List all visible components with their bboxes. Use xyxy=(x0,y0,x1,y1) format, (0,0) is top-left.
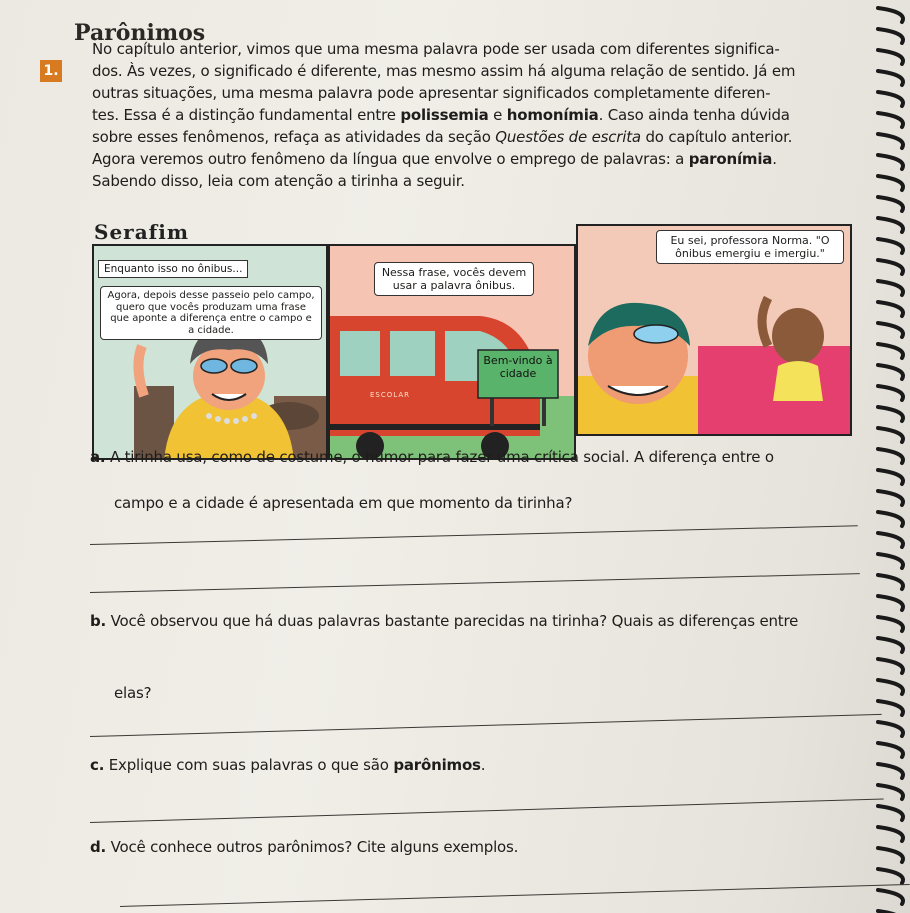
panel-1-speech-balloon: Agora, depois desse passeio pelo campo, quero que vocês produzam uma frase que aponte a diferença entre o campo e a cidade. xyxy=(100,286,322,340)
intro-text-fragment: Agora veremos outro fenômeno da língua que envolve o emprego de palavras: a xyxy=(92,150,689,168)
spiral-ring xyxy=(878,554,903,568)
question-c-text: Explique com suas palavras o que são xyxy=(108,756,394,774)
question-c-label: c. xyxy=(90,756,105,774)
spiral-ring xyxy=(878,134,903,148)
spiral-ring xyxy=(878,764,903,778)
intro-line: outras situações, uma mesma palavra pode apresentar significados completamente diferen- xyxy=(92,84,771,102)
spiral-ring xyxy=(878,806,903,820)
question-d xyxy=(90,836,850,858)
spiral-ring xyxy=(878,8,903,22)
answer-line xyxy=(90,525,858,545)
intro-line xyxy=(92,104,812,126)
question-d-label: d. xyxy=(90,838,107,856)
intro-text-fragment: tes. Essa é a distinção fundamental entre xyxy=(92,106,401,124)
spiral-ring xyxy=(878,113,903,127)
term-paronimos: parônimos xyxy=(393,756,481,774)
spiral-ring xyxy=(878,407,903,421)
spiral-ring xyxy=(878,50,903,64)
intro-text-fragment: . xyxy=(772,150,777,168)
spiral-ring xyxy=(878,218,903,232)
welcome-sign: Bem-vindo à cidade xyxy=(483,354,553,380)
intro-text-fragment: e xyxy=(488,106,507,124)
comic-panel-1 xyxy=(92,244,328,460)
spiral-ring xyxy=(878,470,903,484)
term-homonimia: homonímia xyxy=(506,106,599,124)
spiral-ring xyxy=(878,260,903,274)
spiral-ring xyxy=(878,659,903,673)
spiral-ring xyxy=(878,176,903,190)
intro-text-fragment: do capítulo anterior. xyxy=(640,128,793,146)
question-b-continued: elas? xyxy=(114,684,152,702)
answer-line xyxy=(90,798,884,823)
spiral-ring xyxy=(878,680,903,694)
spiral-ring xyxy=(878,344,903,358)
spiral-ring xyxy=(878,281,903,295)
intro-line xyxy=(92,148,812,170)
question-c-end: . xyxy=(480,756,486,774)
section-reference: Questões de escrita xyxy=(495,128,641,146)
spiral-ring xyxy=(878,155,903,169)
spiral-ring xyxy=(878,596,903,610)
intro-text xyxy=(92,38,812,192)
spiral-ring xyxy=(878,92,903,106)
spiral-ring xyxy=(878,785,903,799)
spiral-ring xyxy=(878,491,903,505)
spiral-ring xyxy=(878,323,903,337)
term-paronimia: paronímia xyxy=(688,150,773,168)
comic-title: Serafim xyxy=(94,220,190,244)
question-b xyxy=(90,610,870,632)
intro-line xyxy=(92,126,812,148)
spiral-ring xyxy=(878,302,903,316)
spiral-ring xyxy=(878,197,903,211)
intro-line: Sabendo disso, leia com atenção a tirinha a seguir. xyxy=(92,172,465,190)
spiral-ring xyxy=(878,71,903,85)
question-a-label: a. xyxy=(90,448,106,466)
spiral-ring xyxy=(878,575,903,589)
answer-line xyxy=(90,714,882,737)
question-a-text-1: A tirinha usa, como de costume, o humor para fazer uma crítica social. A diferença entre o xyxy=(110,448,774,466)
panel-1-caption: Enquanto isso no ônibus... xyxy=(98,260,248,278)
question-a-continued: campo e a cidade é apresentada em que momento da tirinha? xyxy=(114,494,573,512)
question-a xyxy=(90,446,850,468)
bus-label: ESCOLAR xyxy=(370,391,410,399)
spiral-ring xyxy=(878,890,903,904)
spiral-ring xyxy=(878,533,903,547)
answer-line xyxy=(120,884,910,907)
spiral-ring xyxy=(878,29,903,43)
section-title: Parônimos xyxy=(74,20,206,46)
question-c xyxy=(90,754,850,776)
spiral-ring xyxy=(878,827,903,841)
question-b-text-1: Você observou que há duas palavras bastante parecidas na tirinha? Quais as diferenças entre xyxy=(110,612,799,630)
intro-line: dos. Às vezes, o significado é diferente, mas mesmo assim há alguma relação de sentido. Já em xyxy=(92,62,796,80)
spiral-ring xyxy=(878,239,903,253)
panel-3-speech-balloon: Eu sei, professora Norma. "O ônibus emergiu e imergiu." xyxy=(656,230,844,264)
panel-1-art xyxy=(94,246,328,460)
spiral-ring xyxy=(878,386,903,400)
comic-panel-3 xyxy=(576,224,852,436)
spiral-ring xyxy=(878,848,903,862)
question-d-text: Você conhece outros parônimos? Cite alguns exemplos. xyxy=(110,838,519,856)
intro-text-fragment: sobre esses fenômenos, refaça as atividades da seção xyxy=(92,128,496,146)
comic-panel-2 xyxy=(328,244,576,460)
panel-2-speech-balloon: Nessa frase, vocês devem usar a palavra ônibus. xyxy=(374,262,534,296)
spiral-ring xyxy=(878,365,903,379)
spiral-ring xyxy=(878,617,903,631)
spiral-ring xyxy=(878,722,903,736)
spiral-ring xyxy=(878,869,903,883)
spiral-ring xyxy=(878,428,903,442)
intro-line: No capítulo anterior, vimos que uma mesma palavra pode ser usada com diferentes significa- xyxy=(92,40,780,58)
comic-strip xyxy=(92,220,852,460)
term-polissemia: polissemia xyxy=(400,106,489,124)
intro-text-fragment: . Caso ainda tenha dúvida xyxy=(598,106,790,124)
spiral-ring xyxy=(878,743,903,757)
spiral-ring xyxy=(878,512,903,526)
spiral-ring xyxy=(878,449,903,463)
question-b-label: b. xyxy=(90,612,107,630)
spiral-ring xyxy=(878,701,903,715)
spiral-ring xyxy=(878,638,903,652)
answer-line xyxy=(90,573,860,593)
exercise-number: 1. xyxy=(40,60,62,82)
